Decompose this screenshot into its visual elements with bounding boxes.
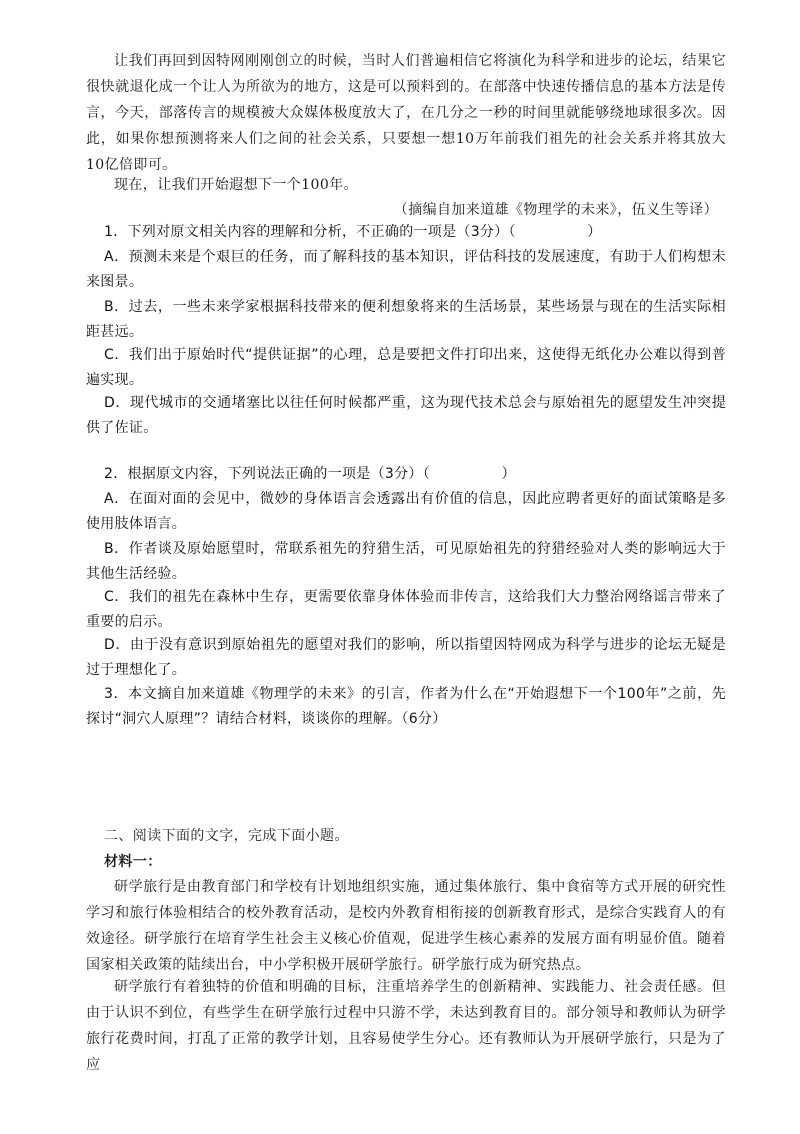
q2-option-b: B．作者谈及原始愿望时，常联系祖先的狩猎生活，可见原始祖先的狩猎经验对人类的影响远大于其他生活经验。 — [86, 541, 726, 582]
material-label: 材料一： — [104, 854, 162, 870]
section-heading: 二、阅读下面的文字，完成下面小题。 — [104, 828, 349, 844]
q3-stem: 3．本文摘自加来道雄《物理学的未来》的引言，作者为什么在“开始遐想下一个100年”之前，先探讨“洞穴人原理”？请结合材料，谈谈你的理解。（6分） — [86, 686, 726, 727]
q2-option-c: C．我们的祖先在森林中生存，更需要依靠身体体验而非传言，这给我们大力整治网络谣言带来了重要的启示。 — [86, 589, 726, 630]
q1-option-c: C．我们出于原始时代“提供证据”的心理，总是要把文件打印出来，这使得无纸化办公难以得到普遍实现。 — [86, 347, 726, 388]
passage-source: （摘编自加来道雄《物理学的未来》，伍义生等译） — [393, 202, 718, 218]
q1-option-b: B．过去，一些未来学家根据科技带来的便利想象将来的生活场景，某些场景与现在的生活实际相距甚远。 — [86, 299, 726, 340]
q2-option-d: D．由于没有意识到原始祖先的愿望对我们的影响，所以指望因特网成为科学与进步的论坛无疑是过于理想化了。 — [86, 637, 726, 678]
passage-paragraph-2: 现在，让我们开始遐想下一个100年。 — [114, 177, 358, 193]
material-paragraph-2: 研学旅行有着独特的价值和明确的目标，注重培养学生的创新精神、实践能力、社会责任感。但由于认识不到位，有些学生在研学旅行过程中只游不学，未达到教育目的。部分领导和教师认为研学旅行花费时间，打乱了正常的教学计划，且容易使学生分心。还有教师认为开展研学旅行，只是为了应 — [86, 979, 726, 1073]
passage-paragraph-1: 让我们再回到因特网刚刚创立的时候，当时人们普遍相信它将演化为科学和进步的论坛，结果它很快就退化成一个让人为所欲为的地方，这是可以预料到的。在部落中快速传播信息的基本方法是传言，今天，部落传言的规模被大众媒体极度放大了，在几分之一秒的时间里就能够绕地球很多次。因此，如果你想预测将来人们之间的社会关系，只要想一想10万年前我们祖先的社会关系并将其放大10亿倍即可。 — [86, 53, 726, 173]
q1-option-a: A．预测未来是个艰巨的任务，而了解科技的基本知识，评估科技的发展速度，有助于人们构想未来图景。 — [86, 249, 726, 290]
q2-option-a: A．在面对面的会见中，微妙的身体语言会透露出有价值的信息，因此应聘者更好的面试策略是多使用肢体语言。 — [86, 491, 726, 532]
q2-stem: 2．根据原文内容，下列说法正确的一项是（3分）（ ） — [104, 466, 516, 482]
q1-option-d: D．现代城市的交通堵塞比以往任何时候都严重，这为现代技术总会与原始祖先的愿望发生冲突提供了佐证。 — [86, 395, 726, 436]
q1-stem: 1．下列对原文相关内容的理解和分析，不正确的一项是（3分）（ ） — [104, 224, 602, 240]
material-paragraph-1: 研学旅行是由教育部门和学校有计划地组织实施，通过集体旅行、集中食宿等方式开展的研究性学习和旅行体验相结合的校外教育活动，是校内外教育相衔接的创新教育形式，是综合实践育人的有效途径。研学旅行在培育学生社会主义核心价值观，促进学生核心素养的发展方面有明显价值。随着国家相关政策的陆续出台，中小学积极开展研学旅行。研学旅行成为研究热点。 — [86, 879, 726, 973]
